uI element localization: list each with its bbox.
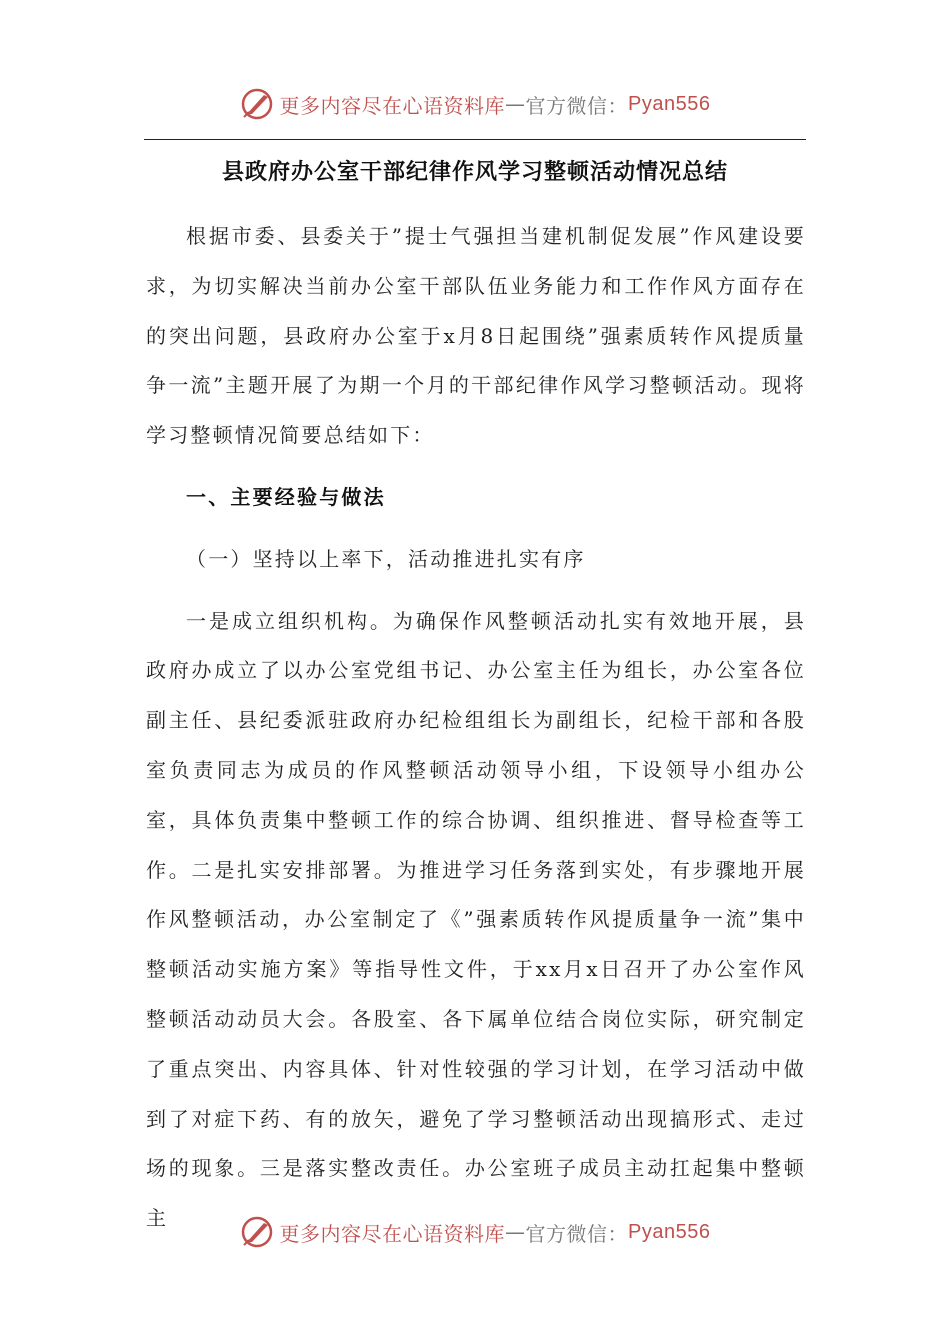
watermark-site: 更多内容尽在心语资料库: [279, 93, 506, 118]
watermark-wechat-label: 官方微信：: [525, 93, 629, 118]
document-title: 县政府办公室干部纪律作风学习整顿活动情况总结: [221, 159, 728, 185]
watermark-handle: Pyan556: [628, 92, 711, 115]
quill-logo-icon: [240, 87, 274, 121]
header-watermark: [0, 82, 950, 126]
quill-logo-icon: [240, 1215, 274, 1249]
watermark-wechat-label: 官方微信：: [525, 1221, 629, 1246]
subsection-heading: （一）坚持以上率下，活动推进扎实有序: [186, 546, 586, 571]
watermark-handle: Pyan556: [628, 1220, 711, 1243]
body-paragraph: 一是成立组织机构。为确保作风整顿活动扎实有效地开展，县政府办成立了以办公室党组书记、办公室主任为组长，办公室各位副主任、县纪委派驻政府办纪检组组长为副组长，纪检干部和各股室负责同志为成员的作风整顿活动领导小组，下设领导小组办公室，具体负责集中整顿工作的综合协调、组织推进、督导检查等工作。二是扎实安排部署。为推进学习任务落到实处，有步骤地开展作风整顿活动，办公室制定了《”强素质转作风提质量争一流”集中整顿活动实施方案》等指导性文件，于xx月x日召开了办公室作风整顿活动动员大会。各股室、各下属单位结合岗位实际，研究制定了重点突出、内容具体、针对性较强的学习计划，在学习活动中做到了对症下药、有的放矢，避免了学习整顿活动出现搞形式、走过场的现象。三是落实整改责任。办公室班子成员主动扛起集中整顿主: [146, 608, 806, 1231]
section-heading: 一、主要经验与做法: [186, 484, 386, 509]
watermark-separator: —: [505, 1220, 526, 1244]
footer-watermark: [0, 1210, 950, 1254]
document-body: [146, 212, 806, 1244]
watermark-separator: —: [505, 92, 526, 116]
watermark-site: 更多内容尽在心语资料库: [279, 1221, 506, 1246]
intro-paragraph: 根据市委、县委关于”提士气强担当建机制促发展”作风建设要求，为切实解决当前办公室干部队伍业务能力和工作作风方面存在的突出问题，县政府办公室于x月8日起围绕”强素质转作风提质量争一流”主题开展了为期一个月的干部纪律作风学习整顿活动。现将学习整顿情况简要总结如下：: [146, 224, 806, 448]
header-rule: [144, 139, 806, 140]
